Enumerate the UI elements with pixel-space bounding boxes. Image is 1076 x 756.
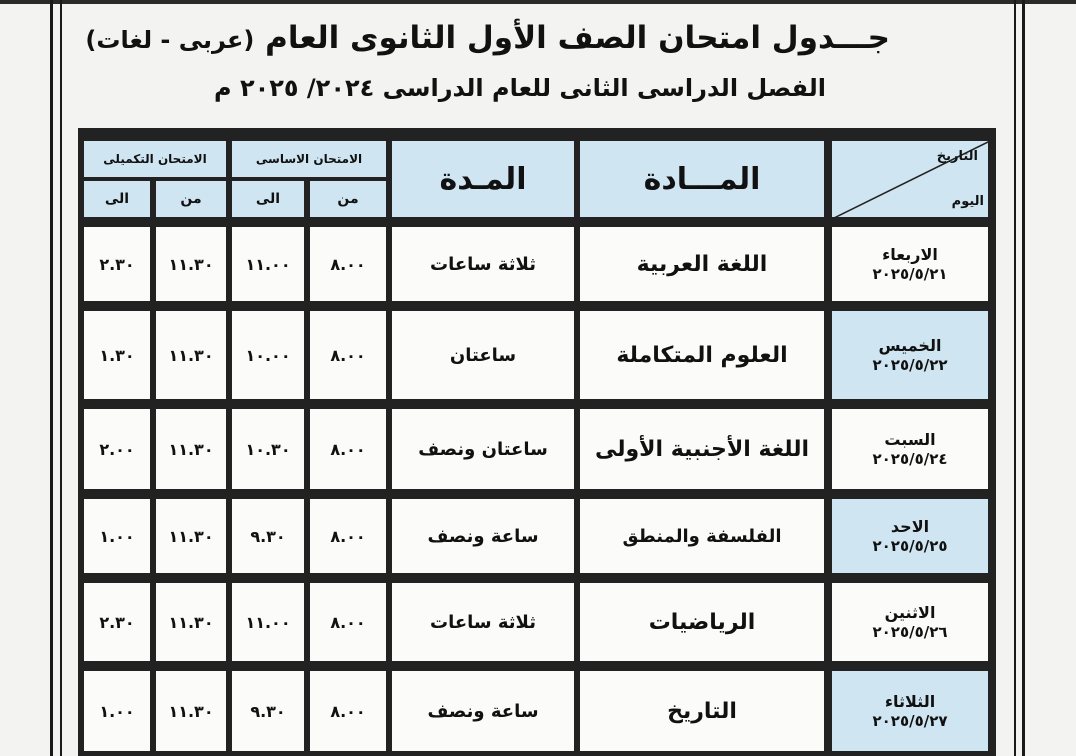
supp-to-cell: ٢.٣٠ xyxy=(82,581,152,663)
supp-from-cell: ١١.٣٠ xyxy=(154,407,228,491)
supp-from-cell: ١١.٣٠ xyxy=(154,309,228,401)
supp-to-cell: ١.٣٠ xyxy=(82,309,152,401)
header-date-label: التاريخ xyxy=(936,149,978,164)
basic-to-cell: ١٠.٣٠ xyxy=(230,407,306,491)
supp-to-cell: ١.٠٠ xyxy=(82,497,152,575)
frame-right-outer xyxy=(1022,0,1025,756)
day-date: ٢٠٢٥/٥/٢٥ xyxy=(872,536,948,555)
subject-cell: العلوم المتكاملة xyxy=(578,309,826,401)
basic-to-cell: ٩.٣٠ xyxy=(230,669,306,753)
day-date: ٢٠٢٥/٥/٢٧ xyxy=(872,711,948,730)
duration-cell: ثلاثة ساعات xyxy=(390,581,576,663)
day-name: الاثنين xyxy=(884,602,936,622)
day-cell xyxy=(830,407,990,491)
basic-exam-header: الامتحان الاساسى xyxy=(230,139,388,179)
supp-to-cell: ١.٠٠ xyxy=(82,669,152,753)
supp-to-cell: ٢.٠٠ xyxy=(82,407,152,491)
top-edge xyxy=(0,0,1076,4)
day-date: ٢٠٢٥/٥/٢٤ xyxy=(872,449,948,468)
subject-cell: الرياضيات xyxy=(578,581,826,663)
basic-from-header: من xyxy=(308,179,388,219)
supp-to-header: الى xyxy=(82,179,152,219)
date-day-header xyxy=(830,139,990,219)
basic-to-cell: ١١.٠٠ xyxy=(230,581,306,663)
basic-from-cell: ٨.٠٠ xyxy=(308,669,388,753)
basic-to-cell: ١٠.٠٠ xyxy=(230,309,306,401)
title-paren: (عربى - لغات) xyxy=(85,26,255,54)
subject-cell: اللغة الأجنبية الأولى xyxy=(578,407,826,491)
title-main: جـــدول امتحان الصف الأول الثانوى العام xyxy=(265,20,890,56)
day-name: الثلاثاء xyxy=(884,691,936,711)
basic-from-cell: ٨.٠٠ xyxy=(308,225,388,303)
subject-cell: الفلسفة والمنطق xyxy=(578,497,826,575)
frame-right-inner xyxy=(1014,0,1016,756)
day-cell xyxy=(830,669,990,753)
basic-to-header: الى xyxy=(230,179,306,219)
day-name: الاحد xyxy=(890,516,930,536)
day-cell xyxy=(830,497,990,575)
day-date: ٢٠٢٥/٥/٢٦ xyxy=(872,622,948,641)
duration-cell: ساعتان xyxy=(390,309,576,401)
duration-cell: ساعة ونصف xyxy=(390,669,576,753)
day-name: الاربعاء xyxy=(882,244,938,264)
subject-cell: التاريخ xyxy=(578,669,826,753)
day-cell xyxy=(830,309,990,401)
day-name: الخميس xyxy=(878,335,942,355)
supp-from-header: من xyxy=(154,179,228,219)
supp-to-cell: ٢.٣٠ xyxy=(82,225,152,303)
day-date: ٢٠٢٥/٥/٢٢ xyxy=(872,355,948,374)
basic-to-cell: ٩.٣٠ xyxy=(230,497,306,575)
supp-exam-header: الامتحان التكميلى xyxy=(82,139,228,179)
basic-from-cell: ٨.٠٠ xyxy=(308,581,388,663)
header-day-label: اليوم xyxy=(951,194,984,209)
exam-schedule-table xyxy=(78,128,996,756)
frame-left-inner xyxy=(60,0,62,756)
day-cell xyxy=(830,581,990,663)
duration-cell: ساعة ونصف xyxy=(390,497,576,575)
page-title xyxy=(85,20,890,56)
supp-from-cell: ١١.٣٠ xyxy=(154,225,228,303)
basic-to-cell: ١١.٠٠ xyxy=(230,225,306,303)
supp-from-cell: ١١.٣٠ xyxy=(154,497,228,575)
supp-from-cell: ١١.٣٠ xyxy=(154,669,228,753)
subject-header: المـــادة xyxy=(578,139,826,219)
subject-cell: اللغة العربية xyxy=(578,225,826,303)
day-date: ٢٠٢٥/٥/٢١ xyxy=(872,264,948,283)
basic-from-cell: ٨.٠٠ xyxy=(308,309,388,401)
day-name: السبت xyxy=(884,429,936,449)
supp-from-cell: ١١.٣٠ xyxy=(154,581,228,663)
duration-header: المـدة xyxy=(390,139,576,219)
frame-left-outer xyxy=(50,0,53,756)
day-cell xyxy=(830,225,990,303)
duration-cell: ساعتان ونصف xyxy=(390,407,576,491)
duration-cell: ثلاثة ساعات xyxy=(390,225,576,303)
basic-from-cell: ٨.٠٠ xyxy=(308,407,388,491)
basic-from-cell: ٨.٠٠ xyxy=(308,497,388,575)
page-subtitle: الفصل الدراسى الثانى للعام الدراسى ٢٠٢٤/ ٢٠٢٥ م xyxy=(214,74,826,102)
